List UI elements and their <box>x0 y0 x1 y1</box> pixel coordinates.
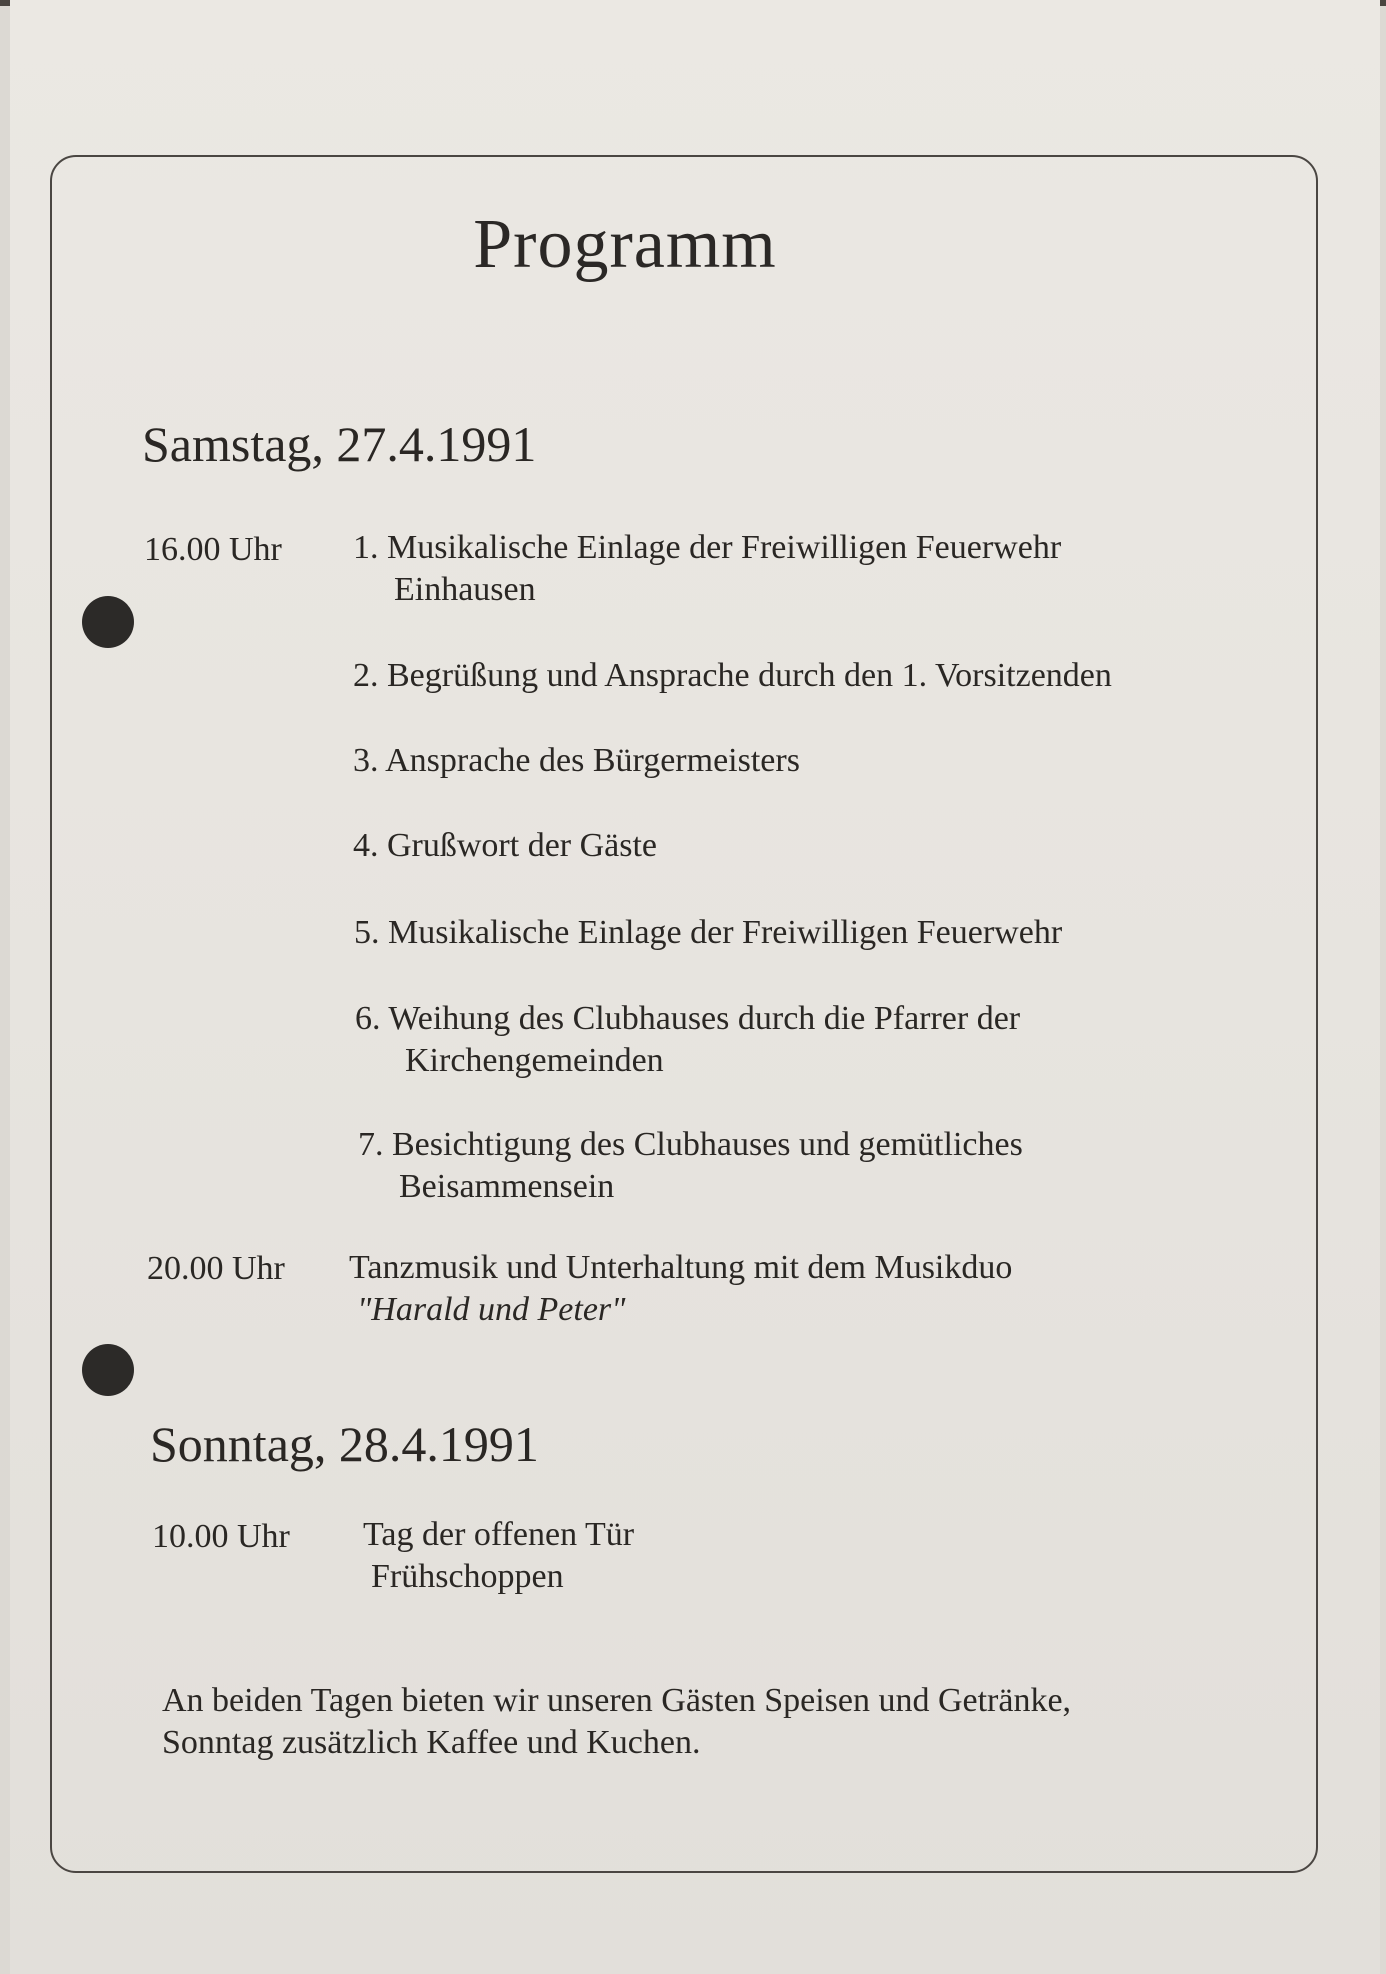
saturday-time-2000: 20.00 Uhr <box>147 1250 285 1287</box>
sunday-line1: Tag der offenen Tür <box>363 1516 635 1553</box>
evening-band-name: "Harald und Peter" <box>357 1291 626 1328</box>
closing-note <box>162 1680 1071 1764</box>
program-item-7-line2: Beisammensein <box>399 1168 615 1205</box>
program-item-3 <box>353 740 800 782</box>
program-item-5-line1: 5. Musikalische Einlage der Freiwilligen Feuerwehr <box>354 914 1063 951</box>
program-item-4 <box>353 825 657 867</box>
program-item-6-line1: 6. Weihung des Clubhauses durch die Pfarrer der <box>355 1000 1021 1037</box>
page-title: Programm <box>473 206 777 283</box>
paper-sheet <box>10 0 1380 1974</box>
saturday-heading: Samstag, 27.4.1991 <box>142 416 537 472</box>
sunday-time-1000: 10.00 Uhr <box>152 1518 290 1555</box>
program-item-6-line2: Kirchengemeinden <box>405 1042 664 1079</box>
sunday-heading: Sonntag, 28.4.1991 <box>150 1416 539 1472</box>
program-item-5 <box>354 912 1062 954</box>
program-item-6 <box>355 998 1020 1082</box>
sunday-line2: Frühschoppen <box>371 1558 564 1595</box>
evening-program <box>349 1247 1012 1331</box>
punch-hole-bottom <box>82 1344 134 1396</box>
program-item-4-line1: 4. Grußwort der Gäste <box>353 827 658 864</box>
closing-note-line1: An beiden Tagen bieten wir unseren Gästen Speisen und Getränke, <box>162 1682 1072 1719</box>
evening-line1: Tanzmusik und Unterhaltung mit dem Musikduo <box>349 1249 1013 1286</box>
program-item-2-line1: 2. Begrüßung und Ansprache durch den 1. Vorsitzenden <box>353 657 1112 694</box>
sunday-program <box>363 1514 634 1598</box>
program-item-7 <box>358 1124 1023 1208</box>
program-item-3-line1: 3. Ansprache des Bürgermeisters <box>353 742 800 779</box>
program-item-7-line1: 7. Besichtigung des Clubhauses und gemütliches <box>358 1126 1023 1163</box>
closing-note-line2: Sonntag zusätzlich Kaffee und Kuchen. <box>162 1724 701 1761</box>
program-item-2 <box>353 655 1112 697</box>
program-item-1 <box>353 527 1061 611</box>
saturday-time-1600: 16.00 Uhr <box>144 531 282 568</box>
program-item-1-line2: Einhausen <box>394 571 536 608</box>
program-item-1-line1: 1. Musikalische Einlage der Freiwilligen Feuerwehr <box>353 529 1062 566</box>
punch-hole-top <box>82 596 134 648</box>
